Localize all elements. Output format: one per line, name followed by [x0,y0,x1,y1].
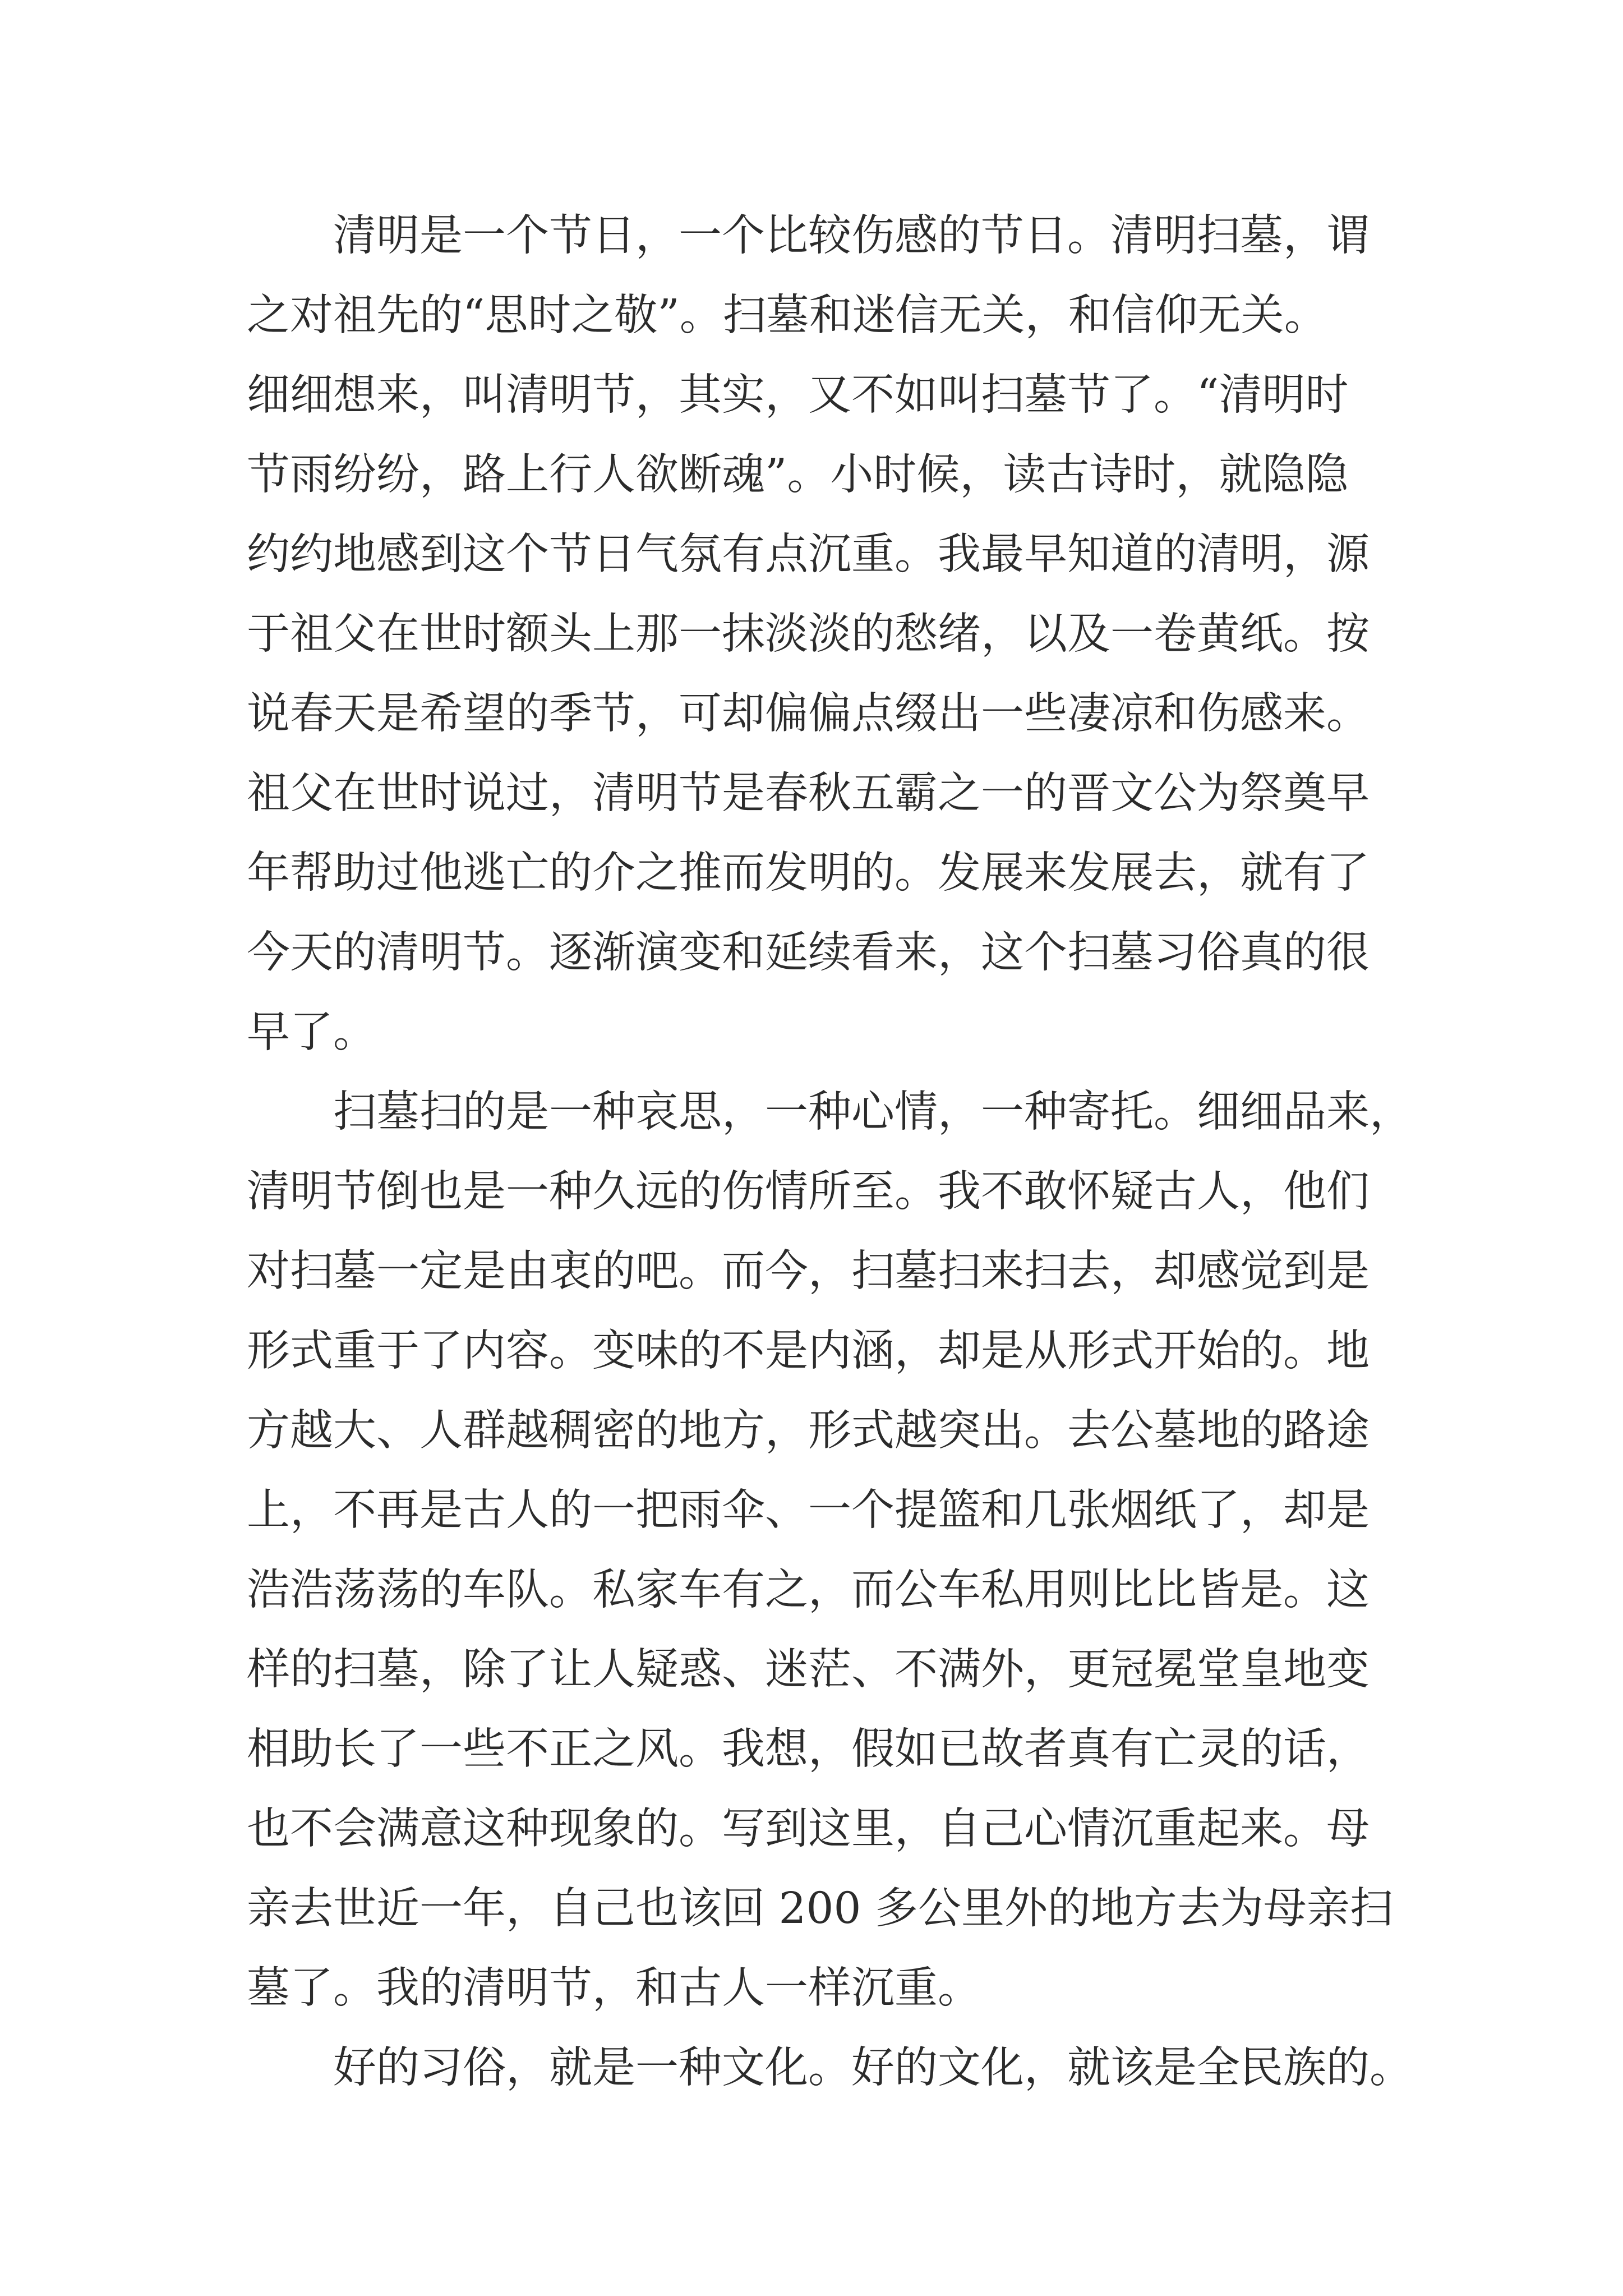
text-line: 清明节倒也是一种久远的伤情所至。我不敢怀疑古人，他们 [247,1167,1370,1217]
text-line: 年帮助过他逃亡的介之推而发明的。发展来发展去，就有了 [247,848,1370,898]
text-line: 扫墓扫的是一种哀思，一种心情，一种寄托。细细品来， [333,1087,1413,1137]
text-line: 节雨纷纷，路上行人欲断魂”。小时候，读古诗时，就隐隐 [247,450,1349,500]
text-line: 对扫墓一定是由衷的吧。而今，扫墓扫来扫去，却感觉到是 [247,1246,1370,1296]
text-line: 样的扫墓，除了让人疑惑、迷茫、不满外，更冠冕堂皇地变 [247,1645,1370,1695]
text-line: 说春天是希望的季节，可却偏偏点缀出一些凄凉和伤感来。 [247,689,1370,739]
text-line: 细细想来，叫清明节，其实，又不如叫扫墓节了。“清明时 [247,370,1349,420]
text-line: 上，不再是古人的一把雨伞、一个提篮和几张烟纸了，却是 [247,1485,1370,1535]
paragraph-3 [247,2028,1413,2108]
paragraph-2 [247,1073,1413,2028]
text-line: 浩浩荡荡的车队。私家车有之，而公车私用则比比皆是。这 [247,1565,1370,1615]
text-line: 亲去世近一年，自己也该回 200 多公里外的地方去为母亲扫 [247,1884,1393,1934]
text-line: 墓了。我的清明节，和古人一样沉重。 [247,1963,981,2013]
text-line: 好的习俗，就是一种文化。好的文化，就该是全民族的。 [333,2043,1413,2093]
text-line: 清明是一个节日，一个比较伤感的节日。清明扫墓，谓 [333,211,1370,261]
text-line: 形式重于了内容。变味的不是内涵，却是从形式开始的。地 [247,1326,1370,1376]
document-body [247,196,1413,2108]
text-line: 相助长了一些不正之风。我想，假如已故者真有亡灵的话， [247,1724,1370,1774]
text-line: 祖父在世时说过，清明节是春秋五霸之一的晋文公为祭奠早 [247,769,1370,818]
text-line: 之对祖先的“思时之敬”。扫墓和迷信无关，和信仰无关。 [247,291,1327,341]
text-line: 今天的清明节。逐渐演变和延续看来，这个扫墓习俗真的很 [247,928,1370,978]
text-line: 方越大、人群越稠密的地方，形式越突出。去公墓地的路途 [247,1406,1370,1456]
text-line: 早了。 [247,1007,376,1057]
text-line: 也不会满意这种现象的。写到这里，自己心情沉重起来。母 [247,1804,1370,1854]
text-line: 于祖父在世时额头上那一抹淡淡的愁绪，以及一卷黄纸。按 [247,609,1370,659]
text-line: 约约地感到这个节日气氛有点沉重。我最早知道的清明，源 [247,530,1370,579]
paragraph-1 [247,196,1385,1073]
